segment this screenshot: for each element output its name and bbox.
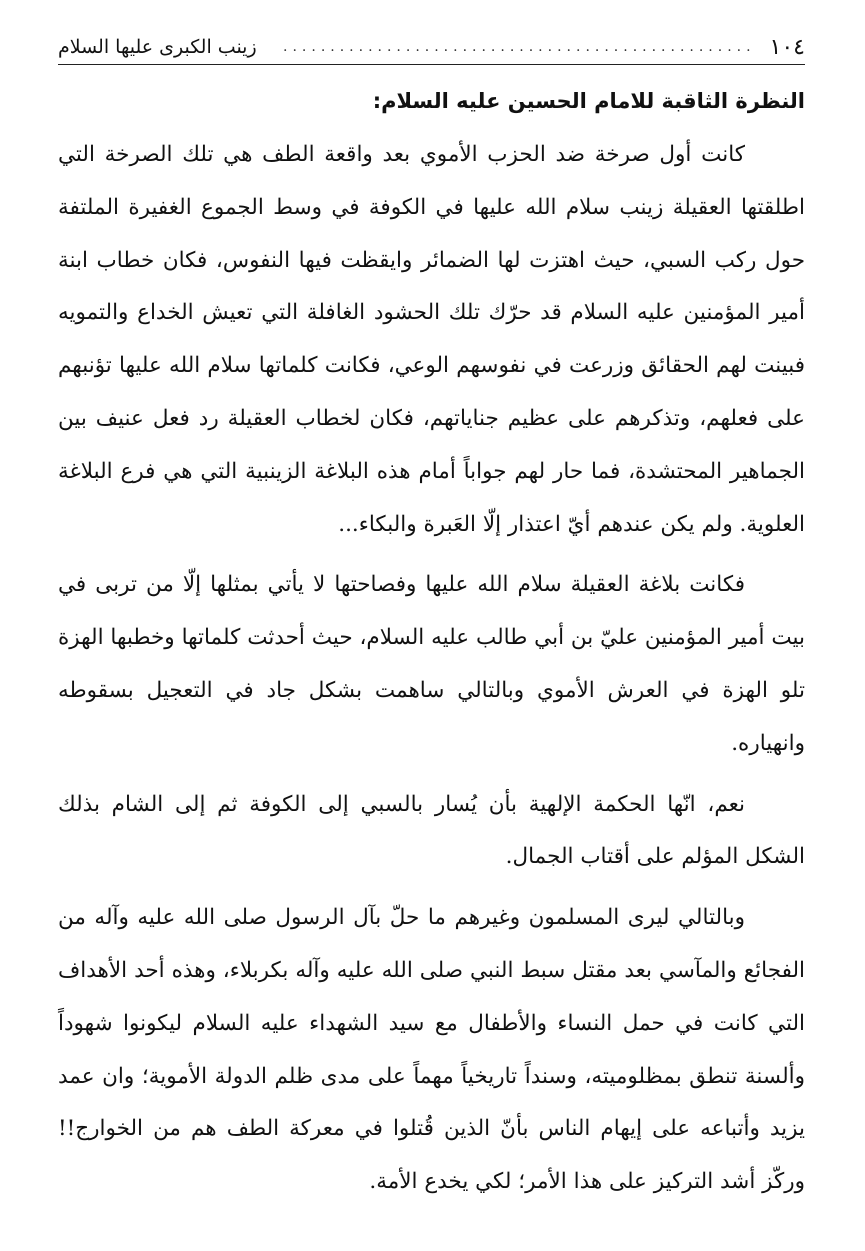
header-leader-dots: ..................................................	[283, 39, 756, 55]
paragraph-4: وبالتالي ليرى المسلمون وغيرهم ما حلّ بآل الرسول صلى الله عليه وآله من الفجائع والمآسي بعد مقتل سبط النبي صلى الله عليه وآله بكربلاء، وهذه أحد الأهداف التي كانت في حمل النساء والأطفال مع سيد الشهداء عليه السلام ليكونوا شهوداً وألسنة تنطق بمظلوميته، وسنداً تاريخياً مهماً على مدى ظلم الدولة الأموية؛ وان عمد يزيد وأتباعه على إيهام الناس بأنّ الذين قُتلوا في معركة الطف هم من الخوارج!! وركّز أشد التركيز على هذا الأمر؛ لكي يخدع الأمة.	[58, 905, 805, 1195]
paragraph-3: نعم، انّها الحكمة الإلهية بأن يُسار بالسبي إلى الكوفة ثم إلى الشام بذلك الشكل المؤلم على أقتاب الجمال.	[58, 791, 805, 870]
running-header	[58, 30, 805, 64]
page-number: ١٠٤	[769, 34, 805, 60]
book-page	[58, 30, 805, 1230]
header-rule	[58, 64, 805, 65]
paragraph-1: كانت أول صرخة ضد الحزب الأموي بعد واقعة الطف هي تلك الصرخة التي اطلقتها العقيلة زينب سلام الله عليها في الكوفة في وسط الجموع الغفيرة الملتفة حول ركب السبي، حيث اهتزت لها الضمائر وايقظت فيها النفوس، فكان خطاب ابنة أمير المؤمنين عليه السلام قد حرّك تلك الحشود الغافلة التي تعيش الخداع والتمويه فبينت لهم الحقائق وزرعت في نفوسهم الوعي، فكانت كلماتها سلام الله عليها تؤنبهم على فعلهم، وتذكرهم على عظيم جناياتهم، فكان لخطاب العقيلة رد فعل عنيف بين الجماهير المحتشدة، فما حار لهم جواباً أمام هذه البلاغة الزينبية التي هي فرع البلاغة العلوية. ولم يكن عندهم أيّ اعتذار إلّا العَبرة والبكاء...	[58, 142, 805, 537]
section-heading: النظرة الثاقبة للامام الحسين عليه السلام:	[372, 89, 805, 113]
paragraph-2: فكانت بلاغة العقيلة سلام الله عليها وفصاحتها لا يأتي بمثلها إلّا من تربى في بيت أمير المؤمنين عليّ بن أبي طالب عليه السلام، حيث أحدثت كلماتها وخطبها الهزة تلو الهزة في العرش الأموي وبالتالي ساهمت بشكل جاد في التعجيل بسقوطه وانهياره.	[58, 572, 805, 756]
book-title: زينب الكبرى عليها السلام	[58, 36, 257, 58]
